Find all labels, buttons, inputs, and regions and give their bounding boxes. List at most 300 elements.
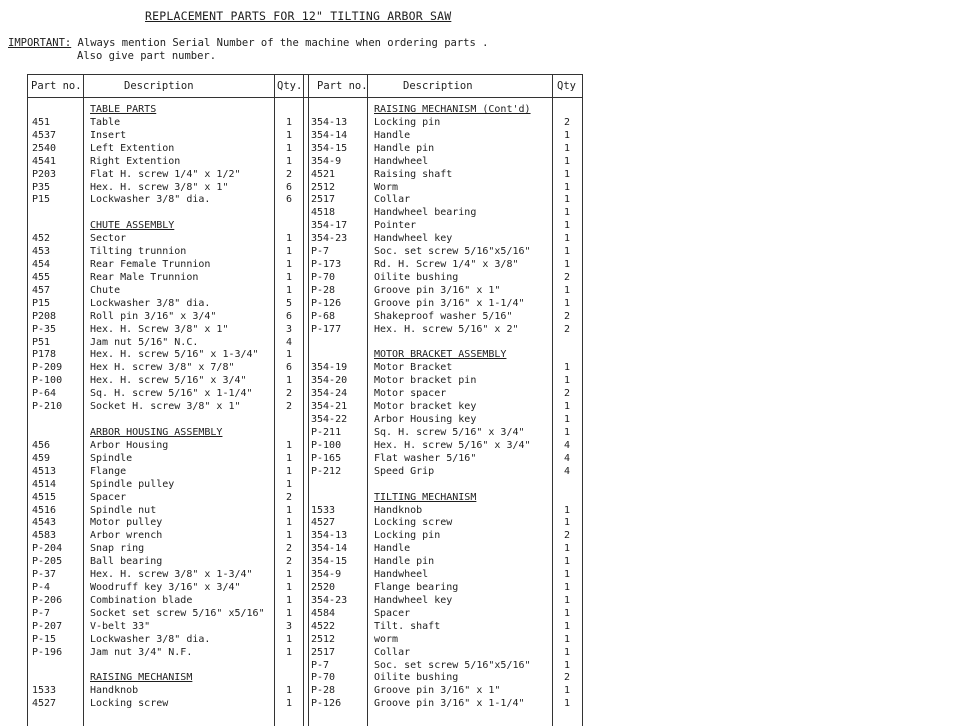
part-description: Spacer xyxy=(374,607,411,619)
part-number: 354-20 xyxy=(311,375,348,387)
part-number: P-100 xyxy=(311,439,342,451)
part-quantity: 1 xyxy=(285,582,293,594)
part-number: 2517 xyxy=(311,194,336,206)
part-quantity: 2 xyxy=(285,543,293,555)
parts-row xyxy=(28,258,304,271)
parts-row xyxy=(28,116,304,129)
parts-row xyxy=(308,439,582,452)
parts-row xyxy=(308,245,582,258)
part-number: P-209 xyxy=(32,362,63,374)
parts-row xyxy=(308,684,582,697)
part-description: Spindle nut xyxy=(90,504,157,516)
parts-row xyxy=(308,219,582,232)
parts-row xyxy=(308,594,582,607)
part-number: 354-21 xyxy=(311,401,348,413)
part-number: 456 xyxy=(32,439,51,451)
part-number: 4516 xyxy=(32,504,57,516)
parts-row xyxy=(28,245,304,258)
part-quantity: 2 xyxy=(285,388,293,400)
part-quantity: 1 xyxy=(563,401,571,413)
part-number: P-177 xyxy=(311,323,342,335)
part-quantity: 4 xyxy=(563,439,571,451)
parts-row xyxy=(28,684,304,697)
parts-row xyxy=(28,697,304,710)
part-quantity: 1 xyxy=(285,569,293,581)
part-quantity: 1 xyxy=(285,271,293,283)
header-qty-left: Qty. xyxy=(277,80,303,92)
part-quantity: 1 xyxy=(563,543,571,555)
part-number: P-15 xyxy=(32,633,57,645)
parts-row xyxy=(28,646,304,659)
part-quantity: 1 xyxy=(563,194,571,206)
section-heading: CHUTE ASSEMBLY xyxy=(90,220,175,232)
part-number: P15 xyxy=(32,297,51,309)
part-number: 2520 xyxy=(311,582,336,594)
parts-row xyxy=(28,336,304,349)
part-description: Locking screw xyxy=(374,517,453,529)
part-quantity: 1 xyxy=(563,297,571,309)
part-number: 354-13 xyxy=(311,530,348,542)
part-quantity: 1 xyxy=(563,633,571,645)
part-number: P-211 xyxy=(311,427,342,438)
part-number: P-7 xyxy=(311,659,330,671)
part-description: Rear Female Trunnion xyxy=(90,259,211,271)
part-quantity: 2 xyxy=(563,310,571,322)
part-quantity: 1 xyxy=(285,465,293,477)
part-quantity: 1 xyxy=(285,259,293,271)
part-quantity: 6 xyxy=(285,310,293,322)
parts-row xyxy=(28,478,304,491)
part-number: P-70 xyxy=(311,271,336,283)
parts-row xyxy=(28,542,304,555)
section-heading: MOTOR BRACKET ASSEMBLY xyxy=(374,349,507,361)
part-description: Handwheel xyxy=(374,155,429,167)
part-number: 4513 xyxy=(32,465,57,477)
part-description: Hex. H. screw 5/16" x 3/4" xyxy=(374,439,531,451)
parts-row xyxy=(28,659,304,672)
part-quantity: 2 xyxy=(285,556,293,568)
parts-row xyxy=(28,400,304,413)
part-description: Motor bracket pin xyxy=(374,375,477,387)
parts-row xyxy=(28,361,304,374)
part-quantity: 4 xyxy=(285,336,293,348)
part-quantity: 1 xyxy=(285,349,293,361)
parts-row xyxy=(28,374,304,387)
part-quantity: 1 xyxy=(563,582,571,594)
part-description: Sq. H. screw 5/16" x 1-1/4" xyxy=(90,388,253,400)
parts-row xyxy=(28,568,304,581)
part-number: 354-13 xyxy=(311,116,348,128)
parts-row xyxy=(28,193,304,206)
part-description: Oilite bushing xyxy=(374,672,459,684)
page-title: REPLACEMENT PARTS FOR 12" TILTING ARBOR SAW xyxy=(145,9,452,23)
part-number: 452 xyxy=(32,233,51,245)
part-description: Soc. set screw 5/16"x5/16" xyxy=(374,246,531,258)
part-description: worm xyxy=(374,633,399,645)
parts-row xyxy=(28,555,304,568)
part-quantity: 1 xyxy=(563,142,571,154)
parts-row xyxy=(28,323,304,336)
part-quantity: 1 xyxy=(563,168,571,180)
part-quantity: 1 xyxy=(285,439,293,451)
part-quantity: 1 xyxy=(285,646,293,658)
part-quantity: 3 xyxy=(285,620,293,632)
parts-row xyxy=(308,581,582,594)
parts-row xyxy=(28,181,304,194)
parts-row xyxy=(308,168,582,181)
part-number: 354-23 xyxy=(311,594,348,606)
part-quantity: 1 xyxy=(285,530,293,542)
part-quantity: 1 xyxy=(563,246,571,258)
section-heading-row xyxy=(308,348,582,361)
part-quantity: 1 xyxy=(563,427,571,438)
part-description: Groove pin 3/16" x 1" xyxy=(374,284,501,296)
part-quantity: 2 xyxy=(285,491,293,503)
parts-row xyxy=(308,116,582,129)
part-number: P-212 xyxy=(311,465,342,477)
part-number: 354-19 xyxy=(311,362,348,374)
parts-row xyxy=(28,310,304,323)
part-description: Arbor wrench xyxy=(90,530,163,542)
section-heading: TABLE PARTS xyxy=(90,104,157,115)
part-number: 4518 xyxy=(311,207,336,219)
parts-row xyxy=(28,232,304,245)
part-description: Tilt. shaft xyxy=(374,620,441,632)
part-description: Worm xyxy=(374,181,399,193)
part-quantity: 1 xyxy=(563,414,571,426)
part-description: Raising shaft xyxy=(374,168,453,180)
part-number: 4515 xyxy=(32,491,57,503)
header-part-no-right: Part no. xyxy=(317,80,368,92)
parts-row xyxy=(28,452,304,465)
part-number: P178 xyxy=(32,349,57,361)
part-description: Right Extention xyxy=(90,155,181,167)
parts-row xyxy=(308,465,582,478)
part-number: P-4 xyxy=(32,582,51,594)
part-description: Oilite bushing xyxy=(374,271,459,283)
part-number: P-173 xyxy=(311,259,342,271)
parts-row xyxy=(308,206,582,219)
parts-row xyxy=(28,581,304,594)
part-number: P-126 xyxy=(311,297,342,309)
part-description: Hex. H. screw 3/8" x 1-3/4" xyxy=(90,569,253,581)
parts-row xyxy=(308,297,582,310)
part-description: Hex H. screw 3/8" x 7/8" xyxy=(90,362,235,374)
part-number: 459 xyxy=(32,452,51,464)
part-description: Socket H. screw 3/8" x 1" xyxy=(90,401,241,413)
part-quantity: 1 xyxy=(563,259,571,271)
parts-row xyxy=(308,361,582,374)
part-number: P203 xyxy=(32,168,57,180)
part-description: Socket set screw 5/16" x5/16" xyxy=(90,607,265,619)
part-description: Rd. H. Screw 1/4" x 3/8" xyxy=(374,259,519,271)
parts-row xyxy=(308,516,582,529)
part-description: Spacer xyxy=(90,491,127,503)
part-number: P-64 xyxy=(32,388,57,400)
parts-row xyxy=(308,529,582,542)
parts-row xyxy=(308,413,582,426)
part-number: 1533 xyxy=(32,685,57,697)
part-quantity: 3 xyxy=(285,323,293,335)
part-quantity: 1 xyxy=(285,633,293,645)
parts-row xyxy=(308,504,582,517)
parts-row xyxy=(308,129,582,142)
part-number: P-35 xyxy=(32,323,57,335)
section-heading: RAISING MECHANISM xyxy=(90,672,193,684)
part-number: P35 xyxy=(32,181,51,193)
parts-row xyxy=(308,659,582,672)
part-description: Roll pin 3/16" x 3/4" xyxy=(90,310,217,322)
part-number: 451 xyxy=(32,116,51,128)
part-description: Chute xyxy=(90,284,121,296)
part-number: 354-14 xyxy=(311,543,348,555)
part-number: 354-17 xyxy=(311,220,348,232)
part-quantity: 1 xyxy=(563,607,571,619)
part-description: Insert xyxy=(90,129,127,141)
parts-row xyxy=(308,142,582,155)
parts-row xyxy=(308,284,582,297)
header-part-no: Part no. xyxy=(31,80,82,92)
part-quantity: 1 xyxy=(563,659,571,671)
parts-row xyxy=(28,387,304,400)
part-quantity: 4 xyxy=(563,452,571,464)
part-description: Rear Male Trunnion xyxy=(90,271,199,283)
part-quantity: 1 xyxy=(563,517,571,529)
part-number: 2512 xyxy=(311,181,336,193)
part-number: P-68 xyxy=(311,310,336,322)
parts-table xyxy=(27,74,583,726)
part-quantity: 1 xyxy=(285,607,293,619)
part-description: Locking pin xyxy=(374,116,441,128)
part-quantity: 2 xyxy=(563,271,571,283)
part-number: 454 xyxy=(32,259,51,271)
part-description: Hex. H. screw 5/16" x 2" xyxy=(374,323,519,335)
parts-row xyxy=(308,374,582,387)
part-description: Jam nut 3/4" N.F. xyxy=(90,646,193,658)
part-description: Handle pin xyxy=(374,142,435,154)
table-header xyxy=(28,75,582,98)
part-quantity: 1 xyxy=(285,246,293,258)
section-heading-row xyxy=(308,491,582,504)
part-quantity: 2 xyxy=(563,530,571,542)
parts-row xyxy=(28,129,304,142)
part-number: 4541 xyxy=(32,155,57,167)
parts-row xyxy=(308,400,582,413)
parts-row xyxy=(28,607,304,620)
part-description: Hex. H. Screw 3/8" x 1" xyxy=(90,323,229,335)
part-quantity: 1 xyxy=(563,556,571,568)
parts-row xyxy=(28,620,304,633)
part-description: V-belt 33" xyxy=(90,620,151,632)
parts-row xyxy=(308,323,582,336)
part-number: P-205 xyxy=(32,556,63,568)
part-quantity: 1 xyxy=(285,375,293,387)
part-number: P-196 xyxy=(32,646,63,658)
part-description: Motor pulley xyxy=(90,517,163,529)
section-heading-row xyxy=(28,426,304,439)
parts-row xyxy=(308,232,582,245)
part-description: Arbor Housing key xyxy=(374,414,477,426)
parts-row xyxy=(308,555,582,568)
part-number: P-210 xyxy=(32,401,63,413)
parts-row xyxy=(308,387,582,400)
important-label: IMPORTANT: xyxy=(8,37,72,49)
part-quantity: 1 xyxy=(563,375,571,387)
parts-row xyxy=(28,297,304,310)
parts-row xyxy=(28,465,304,478)
part-quantity: 1 xyxy=(285,452,293,464)
part-number: 4584 xyxy=(311,607,336,619)
part-number: 354-15 xyxy=(311,142,348,154)
part-description: Flange xyxy=(90,465,127,477)
part-number: P-100 xyxy=(32,375,63,387)
part-description: Flat washer 5/16" xyxy=(374,452,477,464)
parts-row xyxy=(308,607,582,620)
part-description: Handle pin xyxy=(374,556,435,568)
part-number: 4527 xyxy=(32,698,57,710)
section-heading-row xyxy=(28,671,304,684)
part-number: P15 xyxy=(32,194,51,206)
part-quantity: 1 xyxy=(563,569,571,581)
part-quantity: 1 xyxy=(285,478,293,490)
part-description: Locking screw xyxy=(90,698,169,710)
part-description: Handknob xyxy=(374,504,423,516)
part-quantity: 1 xyxy=(563,594,571,606)
part-description: Motor Bracket xyxy=(374,362,453,374)
part-description: Handle xyxy=(374,129,411,141)
part-number: P208 xyxy=(32,310,57,322)
section-heading: RAISING MECHANISM (Cont'd) xyxy=(374,104,531,115)
part-quantity: 2 xyxy=(285,168,293,180)
part-quantity: 1 xyxy=(563,504,571,516)
part-quantity: 1 xyxy=(563,362,571,374)
part-quantity: 2 xyxy=(563,323,571,335)
part-description: Arbor Housing xyxy=(90,439,169,451)
part-quantity: 1 xyxy=(563,698,571,710)
part-number: 1533 xyxy=(311,504,336,516)
part-number: 4537 xyxy=(32,129,57,141)
parts-row xyxy=(28,594,304,607)
part-quantity: 1 xyxy=(285,155,293,167)
part-description: Locking pin xyxy=(374,530,441,542)
part-number: P-7 xyxy=(32,607,51,619)
part-number: P-204 xyxy=(32,543,63,555)
important-line-2: Also give part number. xyxy=(77,50,217,62)
part-quantity: 5 xyxy=(285,297,293,309)
part-description: Hex. H. screw 5/16" x 3/4" xyxy=(90,375,247,387)
important-line-1: Always mention Serial Number of the machine when ordering parts . xyxy=(77,37,489,49)
part-description: Collar xyxy=(374,194,411,206)
part-description: Snap ring xyxy=(90,543,145,555)
part-number: 354-14 xyxy=(311,129,348,141)
part-description: Tilting trunnion xyxy=(90,246,187,258)
parts-row xyxy=(308,155,582,168)
parts-row xyxy=(308,271,582,284)
part-description: Handle xyxy=(374,543,411,555)
part-description: Lockwasher 3/8" dia. xyxy=(90,633,211,645)
part-description: Groove pin 3/16" x 1-1/4" xyxy=(374,297,525,309)
part-number: 354-9 xyxy=(311,155,342,167)
part-number: 4514 xyxy=(32,478,57,490)
part-quantity: 6 xyxy=(285,362,293,374)
part-quantity: 4 xyxy=(563,465,571,477)
part-description: Lockwasher 3/8" dia. xyxy=(90,297,211,309)
section-heading-row xyxy=(308,103,582,116)
part-quantity: 1 xyxy=(285,685,293,697)
part-description: Handwheel key xyxy=(374,233,453,245)
part-number: 2517 xyxy=(311,646,336,658)
parts-row xyxy=(28,504,304,517)
header-description: Description xyxy=(124,80,194,92)
part-description: Woodruff key 3/16" x 3/4" xyxy=(90,582,241,594)
part-description: Lockwasher 3/8" dia. xyxy=(90,194,211,206)
part-number: P-126 xyxy=(311,698,342,710)
important-note xyxy=(8,37,488,63)
parts-row xyxy=(28,348,304,361)
parts-row xyxy=(28,206,304,219)
parts-row xyxy=(28,439,304,452)
part-number: 4522 xyxy=(311,620,336,632)
part-number: 4521 xyxy=(311,168,336,180)
parts-row xyxy=(308,671,582,684)
part-number: 354-9 xyxy=(311,569,342,581)
part-number: 453 xyxy=(32,246,51,258)
part-quantity: 1 xyxy=(563,155,571,167)
part-quantity: 2 xyxy=(563,116,571,128)
part-description: Handwheel xyxy=(374,569,429,581)
part-number: 354-22 xyxy=(311,414,348,426)
parts-row xyxy=(308,181,582,194)
part-quantity: 1 xyxy=(563,233,571,245)
parts-row xyxy=(308,426,582,439)
part-quantity: 1 xyxy=(285,233,293,245)
parts-row xyxy=(28,155,304,168)
part-number: P-207 xyxy=(32,620,63,632)
part-number: 4527 xyxy=(311,517,336,529)
part-number: P51 xyxy=(32,336,51,348)
parts-row xyxy=(308,193,582,206)
part-description: Jam nut 5/16" N.C. xyxy=(90,336,199,348)
parts-row xyxy=(308,633,582,646)
parts-row xyxy=(28,413,304,426)
section-heading-row xyxy=(28,219,304,232)
part-description: Speed Grip xyxy=(374,465,435,477)
part-quantity: 1 xyxy=(285,129,293,141)
part-number: 354-24 xyxy=(311,388,348,400)
parts-row xyxy=(28,271,304,284)
part-description: Sector xyxy=(90,233,127,245)
part-number: 2540 xyxy=(32,142,57,154)
part-description: Left Extention xyxy=(90,142,175,154)
part-description: Handknob xyxy=(90,685,139,697)
parts-row xyxy=(308,452,582,465)
part-description: Motor bracket key xyxy=(374,401,477,413)
part-description: Handwheel key xyxy=(374,594,453,606)
part-quantity: 1 xyxy=(285,594,293,606)
parts-row xyxy=(308,542,582,555)
part-number: 354-23 xyxy=(311,233,348,245)
part-description: Sq. H. screw 5/16" x 3/4" xyxy=(374,427,525,438)
section-heading-row xyxy=(28,103,304,116)
part-description: Hex. H. screw 5/16" x 1-3/4" xyxy=(90,349,259,361)
part-description: Flat H. screw 1/4" x 1/2" xyxy=(90,168,241,180)
parts-row xyxy=(308,620,582,633)
parts-row xyxy=(28,168,304,181)
parts-row xyxy=(308,697,582,710)
part-number: 2512 xyxy=(311,633,336,645)
part-quantity: 1 xyxy=(285,504,293,516)
parts-row xyxy=(308,478,582,491)
